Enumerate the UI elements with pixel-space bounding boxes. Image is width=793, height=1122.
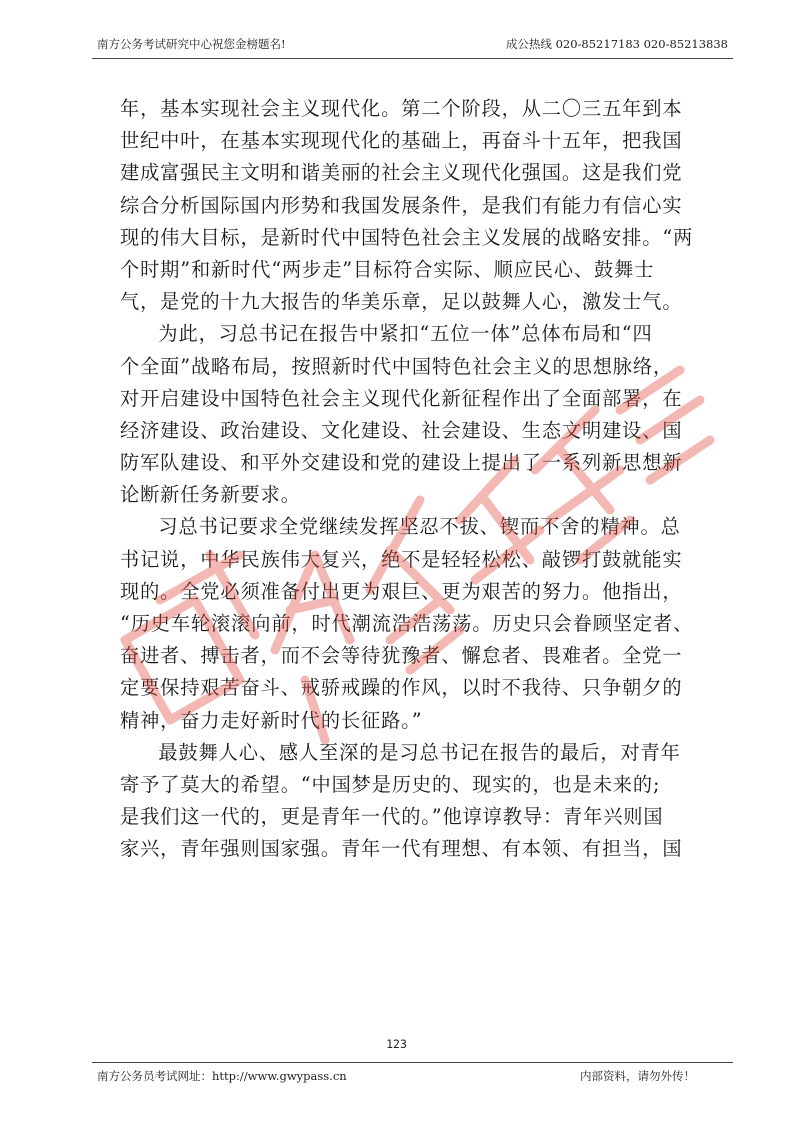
page-header — [97, 32, 728, 56]
footer-notice: 内部资料，请勿外传！ — [580, 1069, 695, 1083]
footer-divider — [92, 1062, 733, 1063]
text-line: 习总书记要求全党继续发挥坚忍不拔、锲而不舍的精神。总 — [158, 515, 681, 539]
text-line: 奋进者、搏击者，而不会等待犹豫者、懈怠者、畏难者。全党一 — [120, 644, 683, 668]
text-line: 现的伟大目标，是新时代中国特色社会主义发展的战略安排。“两 — [120, 225, 694, 249]
text-line: 经济建设、政治建设、文化建设、社会建设、生态文明建设、国 — [120, 418, 683, 442]
page-number: 123 — [386, 1037, 407, 1051]
page-footer — [97, 1066, 695, 1086]
text-line: 家兴，青年强则国家强。青年一代有理想、有本领、有担当，国 — [120, 837, 683, 861]
text-line: 寄予了莫大的希望。“中国梦是历史的、现实的，也是未来的; — [120, 772, 661, 796]
text-line: 建成富强民主文明和谐美丽的社会主义现代化强国。这是我们党 — [120, 161, 683, 185]
text-line: 个全面”战略布局，按照新时代中国特色社会主义的思想脉络， — [120, 354, 674, 378]
header-hotline: 成公热线 020-85217183 020-85213838 — [505, 37, 728, 51]
footer-website: 南方公务员考试网址：http://www.gwypass.cn — [97, 1069, 347, 1083]
text-line: 个时期”和新时代“两步走”目标符合实际、顺应民心、鼓舞士 — [120, 257, 655, 281]
header-slogan: 南方公务考试研究中心祝您金榜题名! — [97, 37, 286, 51]
text-line: 防军队建设、和平外交建设和党的建设上提出了一系列新思想新 — [120, 451, 683, 475]
text-line: 为此，习总书记在报告中紧扣“五位一体”总体布局和“四 — [158, 322, 653, 346]
text-line: 现的。全党必须准备付出更为艰巨、更为艰苦的努力。他指出， — [120, 579, 683, 603]
text-line: 年，基本实现社会主义现代化。第二个阶段，从二〇三五年到本 — [120, 97, 683, 120]
text-line: 气，是党的十九大报告的华美乐章，足以鼓舞人心，激发士气。 — [120, 290, 683, 314]
text-line: 定要保持艰苦奋斗、戒骄戒躁的作风，以时不我待、只争朝夕的 — [120, 676, 683, 700]
header-divider — [92, 58, 733, 59]
text-line: 对开启建设中国特色社会主义现代化新征程作出了全面部署，在 — [120, 386, 683, 410]
text-line: 最鼓舞人心、感人至深的是习总书记在报告的最后，对青年 — [158, 740, 681, 764]
text-line: “历史车轮滚滚向前，时代潮流浩浩荡荡。历史只会眷顾坚定者、 — [120, 612, 694, 635]
text-line: 论断新任务新要求。 — [120, 483, 301, 507]
text-line: 精神，奋力走好新时代的长征路。” — [120, 708, 423, 732]
text-line: 书记说，中华民族伟大复兴，绝不是轻轻松松、敲锣打鼓就能实 — [120, 547, 683, 571]
text-line: 综合分析国际国内形势和我国发展条件，是我们有能力有信心实 — [120, 193, 683, 217]
text-line: 是我们这一代的，更是青年一代的。”他谆谆教导：青年兴则国 — [120, 805, 664, 829]
text-line: 世纪中叶，在基本实现现代化的基础上，再奋斗十五年，把我国 — [120, 129, 683, 153]
article-body — [120, 93, 694, 866]
